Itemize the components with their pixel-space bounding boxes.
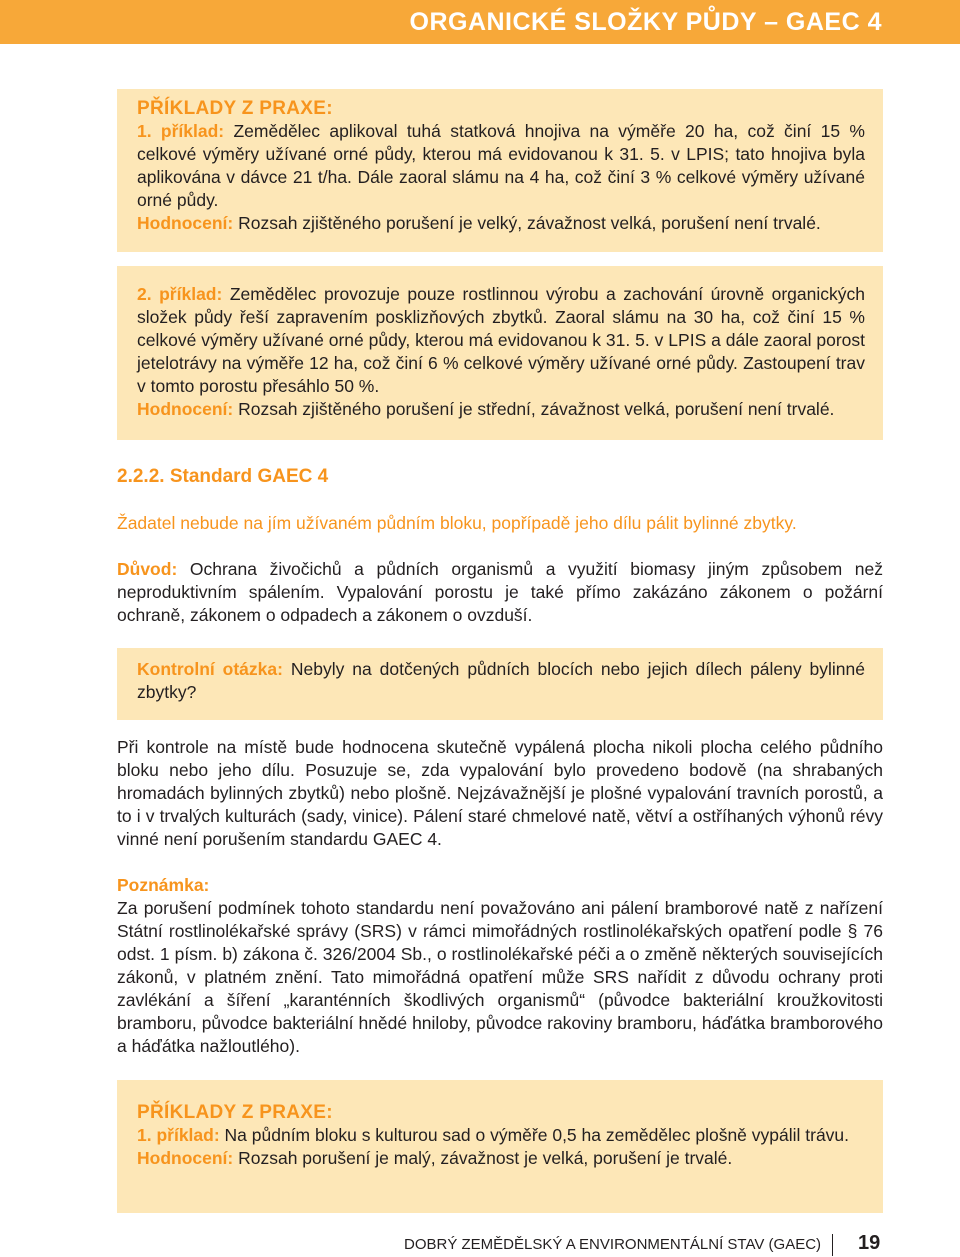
control-question-text: Nebyly na dotčených půdních blocích nebo jejich dílech páleny bylinné zbytky? [137, 659, 866, 702]
evaluation-1-text: Rozsah zjištěného porušení je velký, závažnost velká, porušení není trvalé. [233, 213, 821, 233]
examples-box-2 [117, 266, 883, 440]
examples-box-3 [117, 1080, 883, 1213]
example-2-label: 2. příklad: [137, 284, 223, 304]
examples-heading-3: PŘÍKLADY Z PRAXE: [137, 1102, 333, 1123]
footer-text: DOBRÝ ZEMĚDĚLSKÝ A ENVIRONMENTÁLNÍ STAV (GAEC) [404, 1236, 822, 1253]
control-question-label: Kontrolní otázka: [137, 659, 283, 679]
evaluation-2-label: Hodnocení: [137, 399, 234, 419]
footer-divider [832, 1234, 833, 1256]
reason-label: Důvod: [117, 559, 178, 579]
examples-box-1 [117, 89, 883, 252]
example-3-label: 1. příklad: [137, 1125, 220, 1145]
page-number: 19 [858, 1232, 881, 1254]
standard-statement: Žadatel nebude na jím užívaném půdním bloku, popřípadě jeho dílu pálit bylinné zbytky. [117, 513, 797, 533]
example-1-text: Zemědělec aplikoval tuhá statková hnojiva na výměře 20 ha, což činí 15 % celkové výměry užívané orné půdy, kterou má evidovanou k 31. 5. v LPIS; tato hnojiva byla aplikována v dávce 21 t/ha. Dále zaoral slámu na 4 ha, což činí 3 % celkové výměry užívané orné půdy. [137, 121, 865, 210]
example-1-label: 1. příklad: [137, 121, 225, 141]
example-1-paragraph [137, 120, 865, 212]
example-3-paragraph [137, 1124, 865, 1147]
section-title: 2.2.2. Standard GAEC 4 [117, 466, 329, 487]
example-2-paragraph [137, 283, 865, 398]
evaluation-1-paragraph [137, 212, 865, 235]
evaluation-1-label: Hodnocení: [137, 213, 234, 233]
examples-heading: PŘÍKLADY Z PRAXE: [137, 98, 333, 119]
control-question-box [117, 648, 883, 720]
page-title: ORGANICKÉ SLOŽKY PŮDY – GAEC 4 [409, 8, 882, 36]
reason-text: Ochrana živočichů a půdních organismů a využití biomasy jiným způsobem než neproduktivním spálením. Vypalování porostu je také přímo zakázáno zákonem o požární ochraně, zákonem o odpadech a zákonem o ovzduší. [117, 559, 883, 625]
note-paragraph [117, 874, 883, 1058]
example-3-text: Na půdním bloku s kulturou sad o výměře 0,5 ha zemědělec plošně vypálil trávu. [219, 1125, 850, 1145]
evaluation-3-paragraph [137, 1147, 865, 1170]
inspection-paragraph: Při kontrole na místě bude hodnocena skutečně vypálená plocha nikoli plocha celého půdního bloku nebo jeho dílu. Posuzuje se, zda vypalování bylo provedeno bodově (na shrabaných hromadách bylinných zbytků) nebo plošně. Nejzávažnější je plošné vypalování travních porostů, a to i v trvalých kulturách (sady, vinice). Pálení staré chmelové natě, větví a ostříhaných výhonů révy vinné není porušením standardu GAEC 4. [117, 737, 883, 849]
reason-paragraph [117, 558, 883, 627]
evaluation-2-paragraph [137, 398, 865, 421]
note-label: Poznámka: [117, 875, 210, 895]
evaluation-3-text: Rozsah porušení je malý, závažnost je velká, porušení je trvalé. [233, 1148, 733, 1168]
evaluation-3-label: Hodnocení: [137, 1148, 234, 1168]
note-text: Za porušení podmínek tohoto standardu není považováno ani pálení bramborové natě z nařízení Státní rostlinolékařské správy (SRS) v rámci mimořádných rostlinolékařských opatření podle § 76 odst. 1 písm. b) zákona č. 326/2004 Sb., o rostlinolékařské péči a o změně některých souvisejících zákonů, v platném znění. Tato mimořádná opatření může SRS nařídit z důvodu ochrany proti zavlékání a šíření „karanténních škodlivých organismů“ (původce bakteriální kroužkovitosti bramboru, původce bakteriální hnědé hniloby, původce rakoviny bramboru, háďátka bramborového a háďátka nažloutlého). [117, 898, 883, 1056]
evaluation-2-text: Rozsah zjištěného porušení je střední, závažnost velká, porušení není trvalé. [233, 399, 835, 419]
example-2-text: Zemědělec provozuje pouze rostlinnou výrobu a zachování úrovně organických složek půdy řeší zapravením posklizňových zbytků. Zaoral slámu na 30 ha, což činí 15 % celkové výměry užívané orné půdy, kterou má evidovanou k 31. 5. v LPIS a dále zaoral porost jetelotrávy na výměře 12 ha, což činí 6 % celkové výměry užívané orné půdy. Zastoupení trav v tomto porostu přesáhlo 50 %. [137, 284, 865, 396]
header-bar [0, 0, 960, 44]
